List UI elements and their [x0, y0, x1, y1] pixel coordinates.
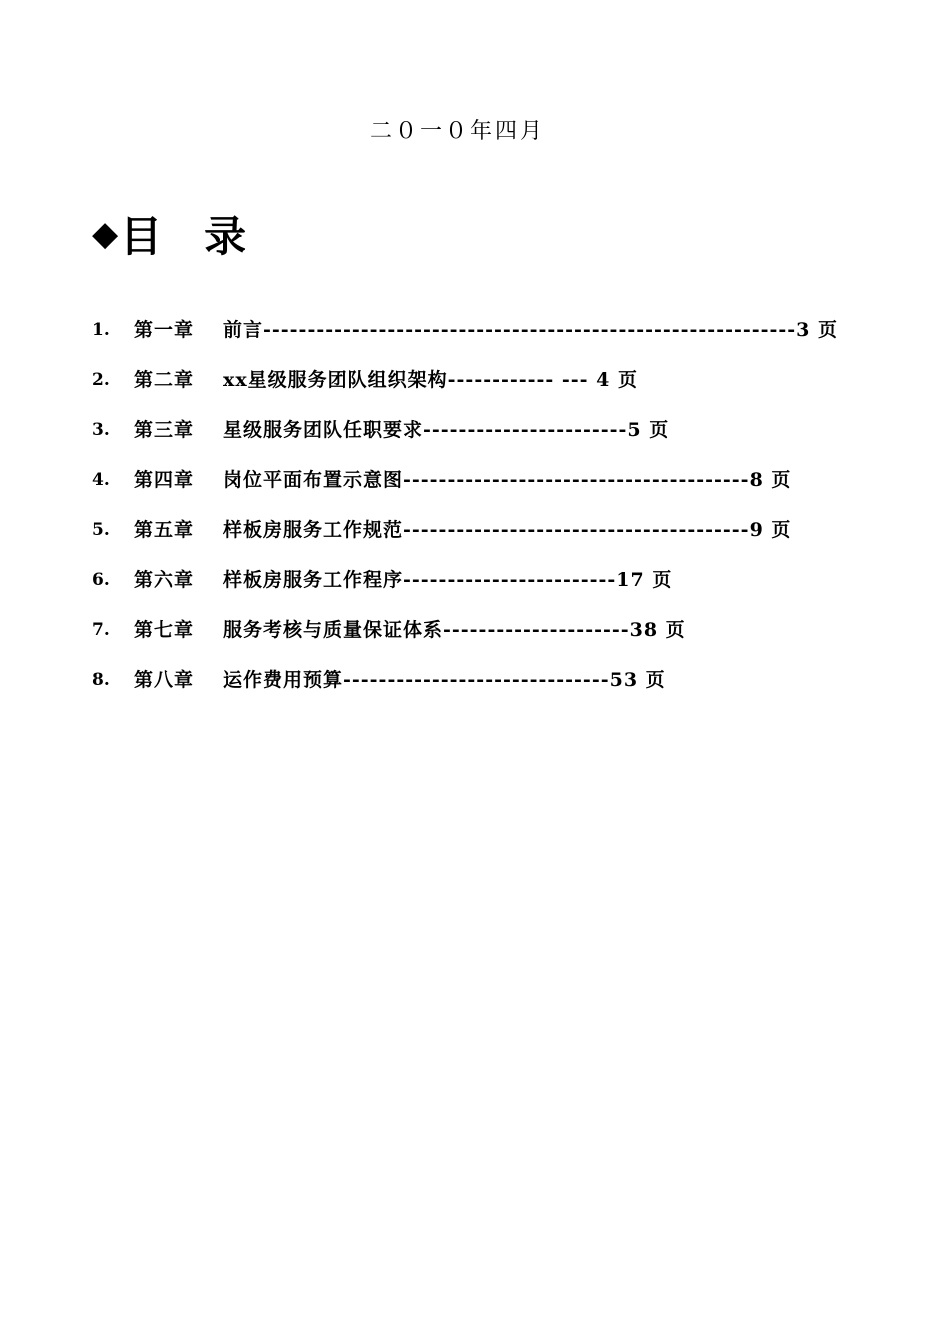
toc-entry-title: [223, 410, 669, 450]
toc-entry-number: 6.: [92, 570, 110, 590]
toc-entry-title-text: 服务考核与质量保证体系: [223, 619, 444, 641]
toc-entry-title-text: 运作费用预算: [223, 669, 344, 691]
toc-entry-title: [223, 660, 666, 700]
toc-entry-leader: ------------------------------------------------------------: [263, 319, 797, 341]
toc-heading-char-2: 录: [204, 212, 247, 261]
toc-entry-title-text: 样板房服务工作规范: [223, 519, 404, 541]
toc-entry[interactable]: [0, 310, 839, 350]
toc-entry-leader: ------------ ---: [447, 369, 589, 391]
toc-entry[interactable]: [0, 460, 800, 500]
toc-entry-chapter: 第五章: [134, 519, 195, 541]
toc-entry-chapter: 第二章: [134, 369, 195, 391]
toc-entry-title: [223, 510, 791, 550]
toc-entry-title-text: 样板房服务工作程序: [223, 569, 404, 591]
toc-entry-title: [223, 360, 638, 400]
toc-entry-title-text: 岗位平面布置示意图: [223, 469, 404, 491]
toc-entry[interactable]: [0, 360, 800, 400]
toc-heading: [92, 204, 246, 264]
toc-entry-chapter: 第六章: [134, 569, 195, 591]
toc-entry[interactable]: [0, 660, 800, 700]
toc-entry-number: 1.: [92, 320, 110, 340]
toc-entry-chapter: 第一章: [134, 319, 195, 341]
toc-entry-number: 2.: [92, 370, 110, 390]
toc-entry-page: 4 页: [588, 369, 639, 391]
toc-entry-page: 38 页: [629, 619, 686, 641]
toc-entry-leader: ------------------------------: [343, 669, 610, 691]
toc-entry-page: 53 页: [609, 669, 666, 691]
toc-entry-number: 3.: [92, 420, 110, 440]
toc-entry-page: 17 页: [616, 569, 673, 591]
toc-entry-title: [223, 460, 791, 500]
toc-entry-chapter: 第三章: [134, 419, 195, 441]
toc-entry-title: [223, 610, 686, 650]
diamond-bullet-icon: ◆: [92, 214, 119, 254]
toc-entry-chapter: 第四章: [134, 469, 195, 491]
toc-entry-page: 8 页: [749, 469, 792, 491]
toc-entry-chapter: 第八章: [134, 669, 195, 691]
toc-entry[interactable]: [0, 410, 800, 450]
toc-entry-number: 5.: [92, 520, 110, 540]
toc-entry[interactable]: [0, 610, 800, 650]
toc-entry-leader: ---------------------------------------: [403, 469, 750, 491]
toc-entry-number: 7.: [92, 620, 110, 640]
toc-entry-page: 3 页: [796, 319, 839, 341]
toc-entry-number: 4.: [92, 470, 110, 490]
toc-entry-title-text: xx星级服务团队组织架构: [223, 369, 448, 391]
toc-entry-leader: ------------------------: [403, 569, 617, 591]
toc-entry-number: 8.: [92, 670, 110, 690]
toc-entry-leader: -----------------------: [423, 419, 628, 441]
toc-entry-title: [223, 560, 672, 600]
toc-entry-chapter: 第七章: [134, 619, 195, 641]
toc-heading-char-1: 目: [120, 212, 163, 261]
toc-entry[interactable]: [0, 510, 800, 550]
toc-entry-title: [223, 310, 838, 350]
toc-entry-leader: ---------------------: [443, 619, 630, 641]
toc-entry[interactable]: [0, 560, 800, 600]
toc-entry-page: 5 页: [627, 419, 670, 441]
toc-entry-title-text: 前言: [223, 319, 264, 341]
date-line: 二０一０年四月: [369, 119, 545, 144]
toc-entry-leader: ---------------------------------------: [403, 519, 750, 541]
toc-entry-page: 9 页: [749, 519, 792, 541]
toc-entry-title-text: 星级服务团队任职要求: [223, 419, 424, 441]
